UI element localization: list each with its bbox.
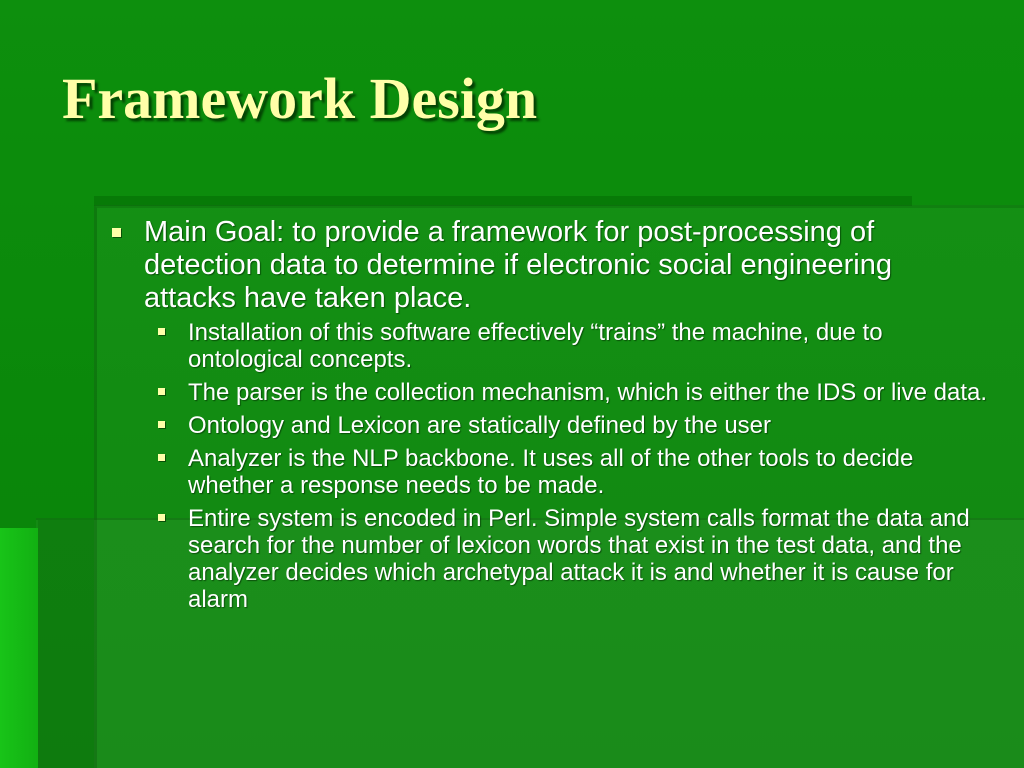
slide-title: Framework Design bbox=[62, 66, 538, 131]
sub-point-item bbox=[108, 505, 988, 613]
square-bullet-icon bbox=[158, 328, 165, 335]
sub-point-text: Analyzer is the NLP backbone. It uses all of the other tools to decide whether a response needs to be made. bbox=[188, 445, 914, 499]
square-bullet-icon bbox=[158, 454, 165, 461]
square-bullet-icon bbox=[112, 228, 121, 237]
sub-point-item bbox=[108, 412, 988, 439]
sub-point-item bbox=[108, 379, 988, 406]
decorative-panel-left-edge bbox=[0, 528, 38, 768]
sub-point-text: Installation of this software effectively “trains” the machine, due to ontological concepts. bbox=[188, 319, 883, 373]
sub-point-text: Entire system is encoded in Perl. Simple system calls format the data and search for the number of lexicon words that exist in the test data, and the analyzer decides which archetypal attack it is and whether it is cause for alarm bbox=[188, 505, 970, 613]
main-goal-text: Main Goal: to provide a framework for post-processing of detection data to determine if electronic social engineering attacks have taken place. bbox=[144, 216, 893, 314]
sub-point-text: The parser is the collection mechanism, which is either the IDS or live data. bbox=[188, 379, 988, 406]
sub-point-list bbox=[108, 319, 988, 613]
sub-point-text: Ontology and Lexicon are statically defined by the user bbox=[188, 412, 772, 439]
sub-point-item bbox=[108, 445, 988, 499]
decorative-panel-left-inner bbox=[38, 520, 94, 768]
square-bullet-icon bbox=[158, 388, 165, 395]
square-bullet-icon bbox=[158, 514, 165, 521]
square-bullet-icon bbox=[158, 421, 165, 428]
main-goal-item bbox=[108, 216, 988, 315]
sub-point-item bbox=[108, 319, 988, 373]
slide-body bbox=[108, 216, 988, 619]
